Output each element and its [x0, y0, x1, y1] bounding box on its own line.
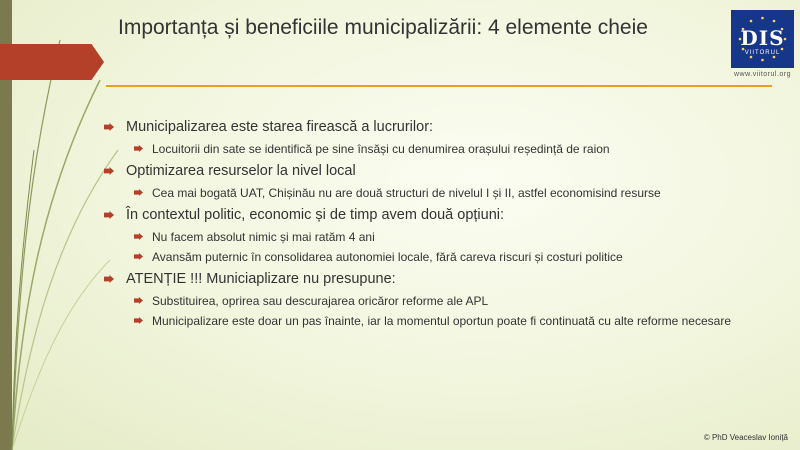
arrow-bullet-icon: [104, 211, 114, 219]
arrow-bullet-icon: [134, 297, 143, 304]
sub-bullet-item: [134, 186, 732, 200]
arrow-bullet-icon: [104, 167, 114, 175]
sub-bullet-text: Nu facem absolut nimic și mai ratăm 4 ani: [152, 230, 375, 244]
arrow-bullet-icon: [134, 253, 143, 260]
logo-subtext: VIITORUL: [744, 50, 781, 56]
slide-footer: © PhD Veaceslav Ioniță: [703, 433, 788, 442]
bullet-text: Optimizarea resurselor la nivel local: [126, 163, 356, 179]
sub-bullet-text: Cea mai bogată UAT, Chișinău nu are două structuri de nivelul I și II, astfel economisind resurse: [152, 186, 661, 200]
sub-bullet-item: [134, 230, 732, 244]
dis-logo: [731, 10, 794, 68]
arrow-bullet-icon: [134, 145, 143, 152]
arrow-bullet-icon: [104, 275, 114, 283]
title-accent-arrow: [0, 44, 104, 80]
bullet-text: Municipalizarea este starea firească a lucrurilor:: [126, 119, 434, 135]
bullet-item: [104, 270, 774, 288]
arrow-bullet-icon: [134, 317, 143, 324]
sub-bullet-text: Substituirea, oprirea sau descurajarea oricăror reforme ale APL: [152, 294, 489, 308]
bullet-item: [104, 162, 774, 180]
sub-bullet-item: [134, 142, 732, 156]
slide-title: Importanța și beneficiile municipalizării: 4 elemente cheie: [118, 16, 648, 39]
sub-bullet-item: [134, 314, 732, 328]
logo-text: DIS: [740, 26, 785, 50]
arrow-bullet-icon: [134, 189, 143, 196]
sub-bullet-text: Locuitorii din sate se identifică pe sine însăși cu denumirea orașului reședință de raion: [152, 142, 610, 156]
bullet-item: [104, 206, 774, 224]
arrow-bullet-icon: [104, 123, 114, 131]
sub-bullet-item: [134, 250, 732, 264]
title-underline: [106, 85, 772, 87]
sub-bullet-text: Avansăm puternic în consolidarea autonomiei locale, fără careva riscuri și costuri politice: [152, 250, 623, 264]
sub-bullet-text: Municipalizare este doar un pas înainte, iar la momentul oportun poate fi continuată cu alte reforme necesare: [152, 314, 731, 328]
arrow-bullet-icon: [134, 233, 143, 240]
bullet-text: ATENȚIE !!! Municiaplizare nu presupune:: [126, 271, 396, 287]
bullet-item: [104, 118, 774, 136]
logo-url: www.viitorul.org: [733, 71, 791, 78]
bullet-list: [104, 118, 774, 334]
bullet-text: În contextul politic, economic și de timp avem două opțiuni:: [126, 207, 505, 223]
sub-bullet-item: [134, 294, 732, 308]
